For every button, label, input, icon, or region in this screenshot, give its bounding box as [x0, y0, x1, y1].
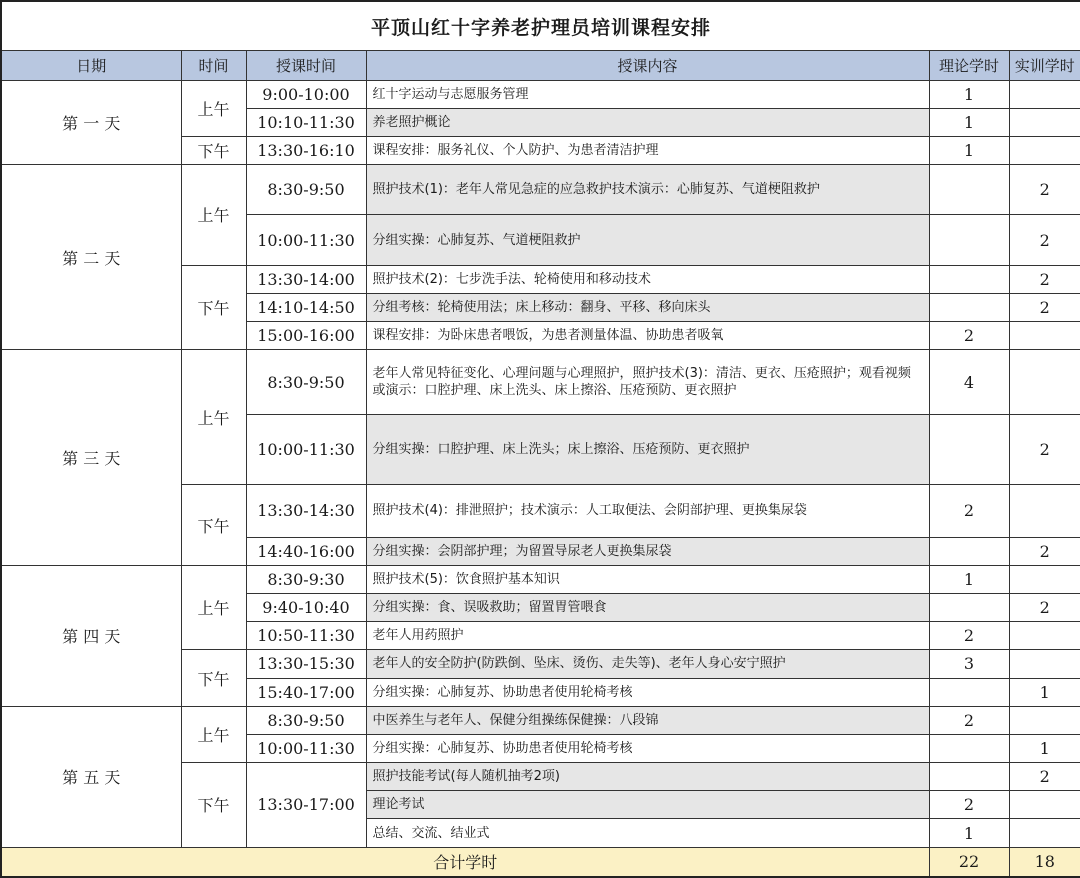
theory-hours — [929, 763, 1009, 791]
table-row — [1, 350, 1080, 414]
header-class-time: 授课时间 — [246, 51, 366, 80]
practice-hours — [1009, 108, 1080, 136]
total-row — [1, 847, 1080, 877]
course-content: 分组考核：轮椅使用法；床上移动：翻身、平移、移向床头 — [366, 293, 929, 321]
practice-hours: 2 — [1009, 293, 1080, 321]
practice-hours: 2 — [1009, 763, 1080, 791]
class-time: 10:00-11:30 — [246, 215, 366, 265]
class-time: 10:00-11:30 — [246, 734, 366, 762]
class-time: 15:00-16:00 — [246, 322, 366, 350]
theory-hours — [929, 414, 1009, 484]
theory-hours: 1 — [929, 565, 1009, 593]
practice-hours: 1 — [1009, 678, 1080, 706]
class-time: 10:00-11:30 — [246, 414, 366, 484]
practice-hours — [1009, 80, 1080, 108]
class-time: 13:30-15:30 — [246, 650, 366, 678]
course-content: 照护技术(5)：饮食照护基本知识 — [366, 565, 929, 593]
class-time: 8:30-9:50 — [246, 350, 366, 414]
theory-hours — [929, 678, 1009, 706]
course-content: 中医养生与老年人、保健分组操练保健操：八段锦 — [366, 706, 929, 734]
practice-hours: 2 — [1009, 165, 1080, 215]
practice-hours — [1009, 322, 1080, 350]
practice-hours: 2 — [1009, 414, 1080, 484]
class-time: 8:30-9:30 — [246, 565, 366, 593]
class-time: 15:40-17:00 — [246, 678, 366, 706]
practice-hours — [1009, 565, 1080, 593]
class-time: 13:30-14:30 — [246, 485, 366, 537]
practice-hours: 1 — [1009, 734, 1080, 762]
class-time: 9:40-10:40 — [246, 593, 366, 621]
course-content: 老年人用药照护 — [366, 622, 929, 650]
theory-hours: 1 — [929, 819, 1009, 847]
practice-hours — [1009, 706, 1080, 734]
day-label: 第 二 天 — [1, 165, 181, 350]
total-label: 合计学时 — [1, 847, 929, 877]
header-row — [1, 51, 1080, 80]
period-label: 上午 — [181, 165, 246, 266]
header-practice-hours: 实训学时 — [1009, 51, 1080, 80]
practice-hours: 2 — [1009, 265, 1080, 293]
period-label: 上午 — [181, 706, 246, 762]
table-row — [1, 706, 1080, 734]
practice-hours — [1009, 136, 1080, 164]
total-practice-hours: 18 — [1009, 847, 1080, 877]
course-content: 养老照护概论 — [366, 108, 929, 136]
course-content: 照护技能考试(每人随机抽考2项) — [366, 763, 929, 791]
practice-hours — [1009, 650, 1080, 678]
table-row — [1, 80, 1080, 108]
class-time: 14:40-16:00 — [246, 537, 366, 565]
course-content: 分组实操：心肺复苏、协助患者使用轮椅考核 — [366, 678, 929, 706]
page-title: 平顶山红十字养老护理员培训课程安排 — [1, 1, 1080, 51]
practice-hours — [1009, 791, 1080, 819]
course-content: 分组实操：食、误吸救助；留置胃管喂食 — [366, 593, 929, 621]
class-time: 13:30-16:10 — [246, 136, 366, 164]
practice-hours — [1009, 485, 1080, 537]
theory-hours: 1 — [929, 136, 1009, 164]
class-time: 13:30-17:00 — [246, 763, 366, 848]
theory-hours: 2 — [929, 485, 1009, 537]
period-label: 下午 — [181, 763, 246, 848]
period-label: 上午 — [181, 80, 246, 136]
class-time: 8:30-9:50 — [246, 165, 366, 215]
theory-hours — [929, 265, 1009, 293]
header-theory-hours: 理论学时 — [929, 51, 1009, 80]
day-label: 第 三 天 — [1, 350, 181, 565]
course-content: 红十字运动与志愿服务管理 — [366, 80, 929, 108]
course-content: 照护技术(2)：七步洗手法、轮椅使用和移动技术 — [366, 265, 929, 293]
course-content: 课程安排：为卧床患者喂饭，为患者测量体温、协助患者吸氧 — [366, 322, 929, 350]
theory-hours — [929, 165, 1009, 215]
period-label: 上午 — [181, 350, 246, 485]
period-label: 下午 — [181, 265, 246, 350]
theory-hours: 1 — [929, 80, 1009, 108]
course-content: 分组实操：会阴部护理；为留置导尿老人更换集尿袋 — [366, 537, 929, 565]
day-label: 第 一 天 — [1, 80, 181, 165]
theory-hours: 2 — [929, 622, 1009, 650]
theory-hours — [929, 215, 1009, 265]
theory-hours — [929, 537, 1009, 565]
theory-hours: 2 — [929, 706, 1009, 734]
theory-hours — [929, 293, 1009, 321]
theory-hours: 2 — [929, 791, 1009, 819]
course-content: 照护技术(4)：排泄照护；技术演示：人工取便法、会阴部护理、更换集尿袋 — [366, 485, 929, 537]
header-date: 日期 — [1, 51, 181, 80]
table-row — [1, 565, 1080, 593]
period-label: 下午 — [181, 650, 246, 706]
practice-hours: 2 — [1009, 537, 1080, 565]
day-label: 第 五 天 — [1, 706, 181, 847]
practice-hours: 2 — [1009, 215, 1080, 265]
course-content: 分组实操：心肺复苏、协助患者使用轮椅考核 — [366, 734, 929, 762]
class-time: 8:30-9:50 — [246, 706, 366, 734]
course-content: 分组实操：心肺复苏、气道梗阻救护 — [366, 215, 929, 265]
class-time: 10:10-11:30 — [246, 108, 366, 136]
class-time: 13:30-14:00 — [246, 265, 366, 293]
total-theory-hours: 22 — [929, 847, 1009, 877]
day-label: 第 四 天 — [1, 565, 181, 706]
course-content: 老年人的安全防护(防跌倒、坠床、烫伤、走失等)、老年人身心安宁照护 — [366, 650, 929, 678]
course-content: 总结、交流、结业式 — [366, 819, 929, 847]
class-time: 9:00-10:00 — [246, 80, 366, 108]
header-content: 授课内容 — [366, 51, 929, 80]
theory-hours — [929, 593, 1009, 621]
course-content: 分组实操：口腔护理、床上洗头；床上擦浴、压疮预防、更衣照护 — [366, 414, 929, 484]
course-content: 理论考试 — [366, 791, 929, 819]
class-time: 14:10-14:50 — [246, 293, 366, 321]
theory-hours: 1 — [929, 108, 1009, 136]
period-label: 上午 — [181, 565, 246, 650]
practice-hours — [1009, 622, 1080, 650]
class-time: 10:50-11:30 — [246, 622, 366, 650]
theory-hours: 3 — [929, 650, 1009, 678]
course-content: 课程安排：服务礼仪、个人防护、为患者清洁护理 — [366, 136, 929, 164]
practice-hours: 2 — [1009, 593, 1080, 621]
theory-hours: 2 — [929, 322, 1009, 350]
theory-hours: 4 — [929, 350, 1009, 414]
theory-hours — [929, 734, 1009, 762]
practice-hours — [1009, 350, 1080, 414]
table-row — [1, 165, 1080, 215]
course-content: 照护技术(1)：老年人常见急症的应急救护技术演示：心肺复苏、气道梗阻救护 — [366, 165, 929, 215]
course-content: 老年人常见特征变化、心理问题与心理照护，照护技术(3)：清洁、更衣、压疮照护；观看视频或演示：口腔护理、床上洗头、床上擦浴、压疮预防、更衣照护 — [366, 350, 929, 414]
header-period: 时间 — [181, 51, 246, 80]
period-label: 下午 — [181, 136, 246, 164]
period-label: 下午 — [181, 485, 246, 566]
practice-hours — [1009, 819, 1080, 847]
